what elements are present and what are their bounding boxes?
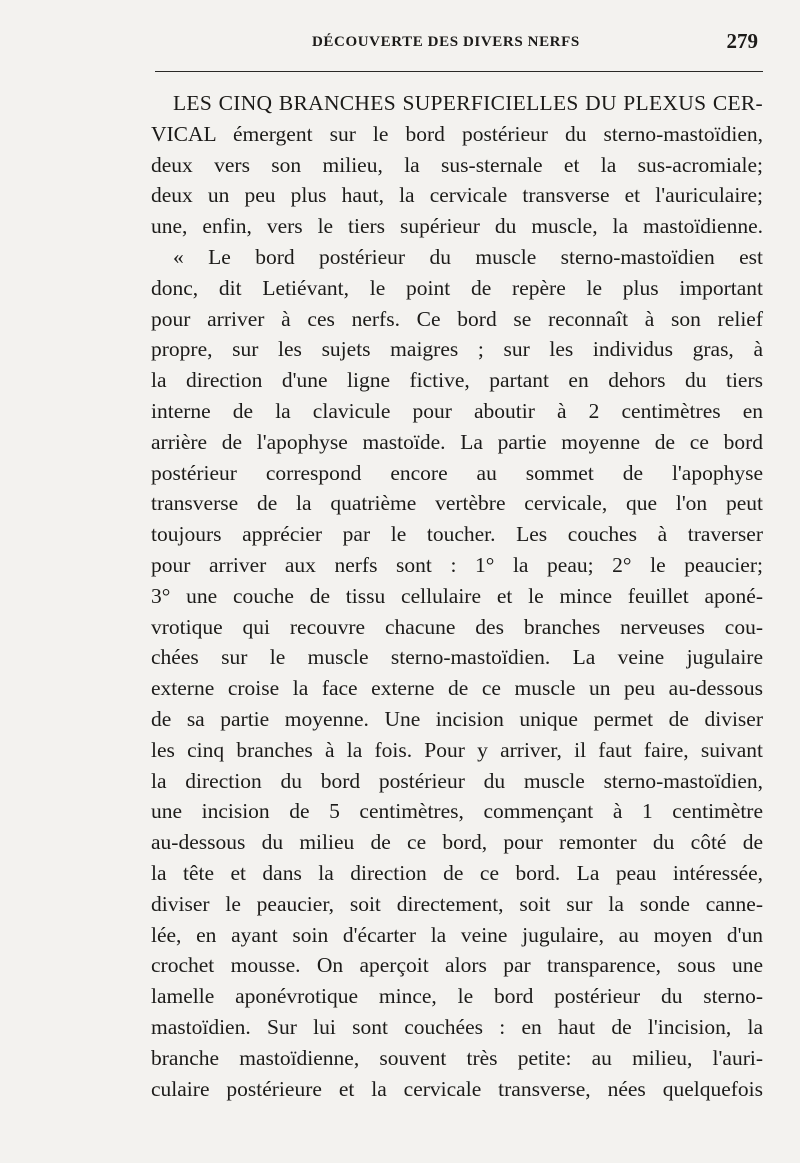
- text-line: toujours apprécier par le toucher. Les couches à traverser: [151, 522, 763, 547]
- text-line: pour arriver aux nerfs sont : 1° la peau; 2° le peaucier;: [151, 552, 763, 577]
- text-line: pour arriver à ces nerfs. Ce bord se reconnaît à son relief: [151, 306, 763, 331]
- text-line: arrière de l'apophyse mastoïde. La partie moyenne de ce bord: [151, 429, 763, 454]
- text-line: les cinq branches à la fois. Pour y arriver, il faut faire, suivant: [151, 737, 763, 762]
- text-line: branche mastoïdienne, souvent très petite: au milieu, l'auri-: [151, 1045, 763, 1070]
- text-line: postérieur correspond encore au sommet de l'apophyse: [151, 460, 763, 485]
- text-line: de sa partie moyenne. Une incision unique permet de diviser: [151, 706, 763, 731]
- text-line: externe croise la face externe de ce muscle un peu au-dessous: [151, 676, 763, 701]
- text-line: une, enfin, vers le tiers supérieur du muscle, la mastoïdienne.: [151, 214, 763, 239]
- text-line: vrotique qui recouvre chacune des branches nerveuses cou-: [151, 614, 763, 639]
- running-head: [154, 28, 764, 58]
- text-line: deux vers son milieu, la sus-sternale et la sus-acromiale;: [151, 152, 763, 177]
- text-line: culaire postérieure et la cervicale transverse, nées quelquefois: [151, 1076, 763, 1101]
- text-line: crochet mousse. On aperçoit alors par transparence, sous une: [151, 953, 763, 978]
- text-line: chées sur le muscle sterno-mastoïdien. La veine jugulaire: [151, 645, 763, 670]
- text-line: lée, en ayant soin d'écarter la veine jugulaire, au moyen d'un: [151, 922, 763, 947]
- text-line: lamelle aponévrotique mince, le bord postérieur du sterno-: [151, 984, 763, 1009]
- text-line: mastoïdien. Sur lui sont couchées : en haut de l'incision, la: [151, 1014, 763, 1039]
- text-line: au-dessous du milieu de ce bord, pour remonter du côté de: [151, 830, 763, 855]
- text-line: interne de la clavicule pour aboutir à 2 centimètres en: [151, 398, 763, 423]
- text-line: transverse de la quatrième vertèbre cervicale, que l'on peut: [151, 491, 763, 516]
- text-line: la direction d'une ligne fictive, partant en dehors du tiers: [151, 368, 763, 393]
- text-line: la direction du bord postérieur du muscle sterno-mastoïdien,: [151, 768, 763, 793]
- text-line: LES CINQ BRANCHES SUPERFICIELLES DU PLEXUS CER-: [173, 91, 763, 115]
- running-title: DÉCOUVERTE DES DIVERS NERFS: [312, 34, 580, 50]
- text-line: diviser le peaucier, soit directement, soit sur la sonde canne-: [151, 891, 763, 916]
- text-line: VICAL émergent sur le bord postérieur du sterno-mastoïdien,: [151, 121, 763, 146]
- header-rule: [155, 71, 763, 72]
- body-text: [151, 88, 763, 1104]
- text-line: 3° une couche de tissu cellulaire et le mince feuillet aponé-: [151, 583, 763, 608]
- text-line: deux un peu plus haut, la cervicale transverse et l'auriculaire;: [151, 183, 763, 208]
- text-line: la tête et dans la direction de ce bord. La peau intéressée,: [151, 860, 763, 885]
- text-line: propre, sur les sujets maigres ; sur les individus gras, à: [151, 337, 763, 362]
- text-line: « Le bord postérieur du muscle sterno-mastoïdien est: [173, 244, 763, 269]
- text-line: une incision de 5 centimètres, commençant à 1 centimètre: [151, 799, 763, 824]
- text-line: donc, dit Letiévant, le point de repère le plus important: [151, 275, 763, 300]
- page-number: 279: [726, 29, 758, 53]
